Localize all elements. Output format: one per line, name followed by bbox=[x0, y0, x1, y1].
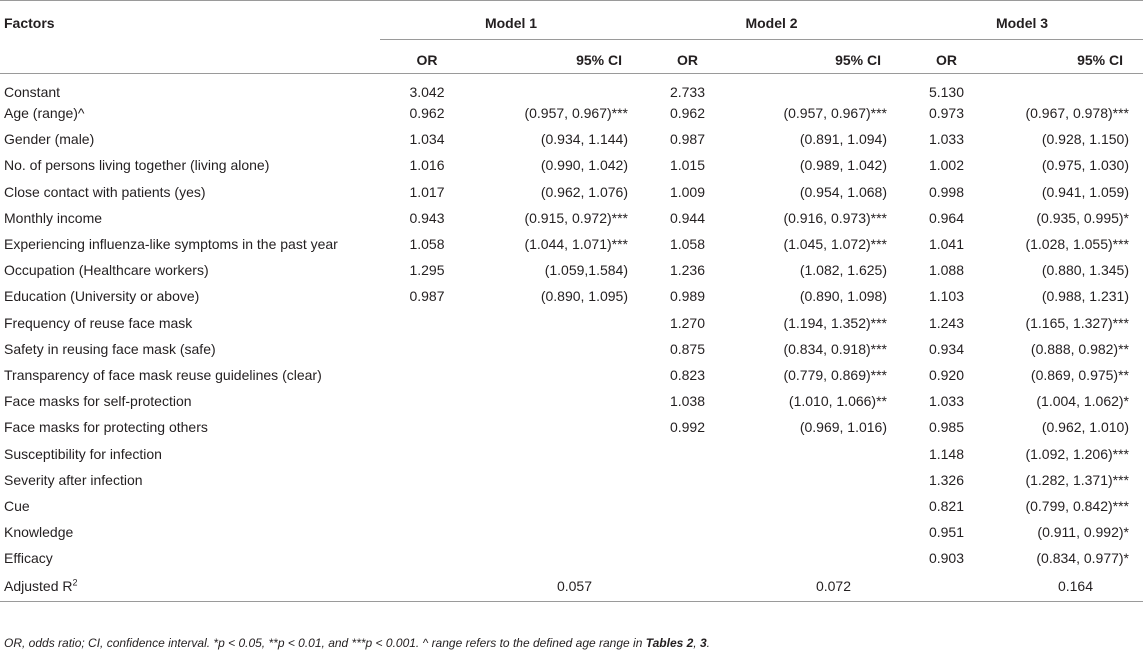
model-1-ci-cell bbox=[474, 414, 642, 440]
table-body bbox=[0, 74, 1143, 602]
model-2-or-cell bbox=[642, 440, 733, 466]
model-3-ci-cell: (0.967, 0.978)*** bbox=[1025, 105, 1129, 122]
model-2-ci-cell: (0.779, 0.869)*** bbox=[783, 366, 887, 383]
model-2-or-cell: 1.270 bbox=[669, 314, 706, 331]
model-2-adjusted-r2: 0.072 bbox=[642, 571, 901, 602]
model-3-or-cell: 0.903 bbox=[928, 550, 965, 567]
model-2-ci-cell bbox=[733, 467, 901, 493]
model-3-ci-cell: (1.282, 1.371)*** bbox=[1025, 471, 1129, 488]
model-2-or-cell bbox=[642, 493, 733, 519]
model-3-or-cell: 0.934 bbox=[928, 340, 965, 357]
model-3-or-cell: 0.985 bbox=[928, 419, 965, 436]
table-row bbox=[0, 257, 1143, 283]
model-2-ci-cell: (0.834, 0.918)*** bbox=[783, 340, 887, 357]
model-2-or-cell: 1.038 bbox=[669, 393, 706, 410]
model-3-or-cell: 1.002 bbox=[928, 157, 965, 174]
model-3-ci-cell: (1.092, 1.206)*** bbox=[1025, 445, 1129, 462]
model-1-ci-cell: (1.044, 1.071)*** bbox=[524, 236, 628, 253]
factor-cell: Monthly income bbox=[4, 209, 103, 226]
model-1-ci-cell bbox=[474, 467, 642, 493]
model-3-or-cell: 1.243 bbox=[928, 314, 965, 331]
model-3-or-cell: 1.103 bbox=[928, 288, 965, 305]
model-3-or-cell: 0.964 bbox=[928, 209, 965, 226]
table-row bbox=[0, 231, 1143, 257]
model-2-ci-cell: (1.082, 1.625) bbox=[799, 262, 887, 279]
model-3-or-cell: 0.951 bbox=[928, 524, 965, 541]
table-row bbox=[0, 74, 1143, 101]
model-1-ci-cell: (0.890, 1.095) bbox=[540, 288, 628, 305]
model-1-ci-cell: (0.915, 0.972)*** bbox=[524, 209, 628, 226]
model-1-or-cell: 0.962 bbox=[409, 105, 445, 122]
model-2-ci-cell: (0.957, 0.967)*** bbox=[783, 105, 887, 122]
model-2-ci-cell: (1.010, 1.066)** bbox=[788, 393, 887, 410]
model-2-or-cell: 1.236 bbox=[669, 262, 706, 279]
model-2-or-header: OR bbox=[642, 40, 733, 74]
model-3-or-header: OR bbox=[901, 40, 992, 74]
factor-cell: Susceptibility for infection bbox=[4, 445, 162, 462]
model-3-ci-cell: (0.975, 1.030) bbox=[1041, 157, 1129, 174]
model-3-header: Model 3 bbox=[901, 1, 1143, 40]
model-3-or-cell: 0.973 bbox=[928, 105, 965, 122]
model-1-or-cell bbox=[380, 310, 474, 336]
model-2-ci-cell bbox=[733, 545, 901, 571]
model-1-or-cell: 0.943 bbox=[409, 209, 445, 226]
factor-cell: Frequency of reuse face mask bbox=[4, 314, 193, 331]
adjusted-r2-text: Adjusted R bbox=[4, 578, 73, 595]
model-1-ci-cell bbox=[474, 440, 642, 466]
factor-cell: Occupation (Healthcare workers) bbox=[4, 262, 209, 279]
model-2-or-cell bbox=[642, 467, 733, 493]
model-1-header: Model 1 bbox=[380, 1, 642, 40]
model-3-ci-header: 95% CI bbox=[992, 40, 1143, 74]
model-1-ci-cell: (0.962, 1.076) bbox=[540, 183, 628, 200]
model-2-or-cell bbox=[642, 545, 733, 571]
model-1-ci-cell: (0.934, 1.144) bbox=[540, 131, 628, 148]
model-2-or-cell: 1.009 bbox=[669, 183, 706, 200]
model-3-ci-cell: (0.911, 0.992)* bbox=[1037, 524, 1129, 541]
model-3-ci-cell: (0.988, 1.231) bbox=[1041, 288, 1129, 305]
table-row bbox=[0, 179, 1143, 205]
factor-cell: Constant bbox=[4, 84, 61, 100]
model-1-ci-cell bbox=[474, 74, 642, 101]
table-row bbox=[0, 388, 1143, 414]
model-3-or-cell: 1.033 bbox=[928, 393, 965, 410]
factors-header: Factors bbox=[0, 1, 380, 40]
model-1-ci-cell bbox=[474, 310, 642, 336]
model-3-or-cell: 1.041 bbox=[928, 236, 965, 253]
model-3-or-cell: 0.998 bbox=[928, 183, 965, 200]
model-1-or-cell: 1.058 bbox=[409, 236, 445, 253]
model-1-or-cell bbox=[380, 414, 474, 440]
model-3-or-cell: 5.130 bbox=[928, 84, 965, 100]
table-row bbox=[0, 336, 1143, 362]
model-1-or-cell bbox=[380, 493, 474, 519]
table-row bbox=[0, 205, 1143, 231]
model-2-or-cell: 1.015 bbox=[669, 157, 706, 174]
factor-cell: Cue bbox=[4, 497, 30, 514]
model-1-ci-cell bbox=[474, 545, 642, 571]
model-1-ci-cell bbox=[474, 362, 642, 388]
model-2-ci-cell: (0.954, 1.068) bbox=[799, 183, 887, 200]
model-2-ci-cell: (0.890, 1.098) bbox=[799, 288, 887, 305]
model-2-or-cell bbox=[642, 519, 733, 545]
table-row bbox=[0, 519, 1143, 545]
model-1-or-cell bbox=[380, 440, 474, 466]
model-3-ci-cell: (1.165, 1.327)*** bbox=[1025, 314, 1129, 331]
factors-header-spacer bbox=[0, 40, 380, 74]
model-1-ci-cell bbox=[474, 493, 642, 519]
model-2-ci-header: 95% CI bbox=[733, 40, 901, 74]
model-3-ci-cell: (0.941, 1.059) bbox=[1041, 183, 1129, 200]
factor-cell: Knowledge bbox=[4, 524, 74, 541]
factor-cell: Transparency of face mask reuse guidelines (clear) bbox=[4, 366, 322, 383]
model-2-or-cell: 0.823 bbox=[669, 366, 706, 383]
model-1-or-cell: 1.034 bbox=[409, 131, 445, 148]
model-1-ci-cell bbox=[474, 388, 642, 414]
table-footnote bbox=[4, 636, 710, 650]
table-row bbox=[0, 283, 1143, 309]
factor-cell: Face masks for self-protection bbox=[4, 393, 192, 410]
table-row bbox=[0, 545, 1143, 571]
model-2-ci-cell: (0.891, 1.094) bbox=[799, 131, 887, 148]
table-row bbox=[0, 126, 1143, 152]
model-2-ci-cell: (0.916, 0.973)*** bbox=[783, 209, 887, 226]
adjusted-r2-label bbox=[0, 571, 380, 602]
model-3-or-cell: 1.326 bbox=[928, 471, 965, 488]
model-2-or-cell: 1.058 bbox=[669, 236, 706, 253]
model-2-or-cell: 0.875 bbox=[669, 340, 706, 357]
model-1-or-cell: 0.987 bbox=[409, 288, 445, 305]
table-row bbox=[0, 467, 1143, 493]
table-row bbox=[0, 493, 1143, 519]
model-2-ci-cell bbox=[733, 519, 901, 545]
model-3-or-cell: 1.088 bbox=[928, 262, 965, 279]
model-3-or-cell: 1.033 bbox=[928, 131, 965, 148]
factor-cell: Gender (male) bbox=[4, 131, 95, 148]
footnote-text: OR, odds ratio; CI, confidence interval. *p < 0.05, **p < 0.01, and ***p < 0.001. ^ range refers to the defined age range in bbox=[4, 636, 646, 650]
table-row bbox=[0, 310, 1143, 336]
model-3-or-cell: 0.821 bbox=[928, 497, 965, 514]
model-1-or-cell bbox=[380, 388, 474, 414]
model-1-or-cell bbox=[380, 467, 474, 493]
model-2-or-cell: 0.962 bbox=[669, 105, 706, 122]
model-1-ci-cell: (1.059,1.584) bbox=[544, 262, 628, 279]
model-1-ci-header: 95% CI bbox=[474, 40, 642, 74]
model-3-ci-cell: (0.880, 1.345) bbox=[1041, 262, 1129, 279]
model-3-adjusted-r2: 0.164 bbox=[901, 571, 1143, 602]
model-1-or-cell bbox=[380, 336, 474, 362]
model-1-or-cell bbox=[380, 545, 474, 571]
factor-cell: Education (University or above) bbox=[4, 288, 200, 305]
model-2-header: Model 2 bbox=[642, 1, 901, 40]
model-1-or-cell: 3.042 bbox=[409, 84, 445, 100]
footnote-end: . bbox=[706, 636, 710, 650]
model-2-ci-cell: (1.194, 1.352)*** bbox=[783, 314, 887, 331]
footnote-separator: , bbox=[693, 636, 700, 650]
model-3-or-cell: 0.920 bbox=[928, 366, 965, 383]
factor-cell: Efficacy bbox=[4, 550, 53, 567]
model-2-ci-cell bbox=[733, 74, 901, 101]
adjusted-r2-superscript: 2 bbox=[72, 577, 78, 588]
factor-cell: Face masks for protecting others bbox=[4, 419, 208, 436]
model-1-or-cell: 1.017 bbox=[409, 183, 445, 200]
model-1-or-cell: 1.295 bbox=[409, 262, 445, 279]
model-2-ci-cell: (0.969, 1.016) bbox=[799, 419, 887, 436]
model-2-ci-cell: (0.989, 1.042) bbox=[799, 157, 887, 174]
table-row bbox=[0, 152, 1143, 178]
model-2-or-cell: 0.992 bbox=[669, 419, 706, 436]
factor-cell: No. of persons living together (living alone) bbox=[4, 157, 270, 174]
table-row bbox=[0, 414, 1143, 440]
factor-cell: Severity after infection bbox=[4, 471, 143, 488]
table-row bbox=[0, 100, 1143, 126]
model-2-ci-cell bbox=[733, 493, 901, 519]
model-3-ci-cell: (0.869, 0.975)** bbox=[1030, 366, 1129, 383]
model-2-or-cell: 0.987 bbox=[669, 131, 706, 148]
model-1-ci-cell: (0.957, 0.967)*** bbox=[524, 105, 628, 122]
model-3-or-cell: 1.148 bbox=[928, 445, 965, 462]
model-3-ci-cell bbox=[992, 74, 1143, 101]
model-1-or-cell bbox=[380, 519, 474, 545]
model-2-or-cell: 0.944 bbox=[669, 209, 706, 226]
model-1-ci-cell bbox=[474, 519, 642, 545]
model-2-or-cell: 0.989 bbox=[669, 288, 706, 305]
model-3-ci-cell: (0.935, 0.995)* bbox=[1036, 209, 1129, 226]
model-2-ci-cell: (1.045, 1.072)*** bbox=[783, 236, 887, 253]
model-1-or-cell: 1.016 bbox=[409, 157, 445, 174]
table-row bbox=[0, 362, 1143, 388]
model-1-or-header: OR bbox=[380, 40, 474, 74]
model-1-or-cell bbox=[380, 362, 474, 388]
footnote-table-ref[interactable]: Tables 2 bbox=[645, 636, 694, 650]
adjusted-r2-row bbox=[0, 571, 1143, 602]
table-row bbox=[0, 440, 1143, 466]
table-header bbox=[0, 1, 1143, 74]
factor-cell: Experiencing influenza-like symptoms in the past year bbox=[4, 236, 338, 253]
model-1-ci-cell bbox=[474, 336, 642, 362]
model-1-adjusted-r2: 0.057 bbox=[380, 571, 642, 602]
model-3-ci-cell: (0.928, 1.150) bbox=[1041, 131, 1129, 148]
model-3-ci-cell: (1.004, 1.062)* bbox=[1036, 393, 1129, 410]
factor-cell: Close contact with patients (yes) bbox=[4, 183, 206, 200]
footnote-table-ref[interactable]: 3 bbox=[699, 636, 707, 650]
model-3-ci-cell: (0.888, 0.982)** bbox=[1030, 340, 1129, 357]
model-3-ci-cell: (0.799, 0.842)*** bbox=[1025, 497, 1129, 514]
model-3-ci-cell: (1.028, 1.055)*** bbox=[1025, 236, 1129, 253]
model-1-ci-cell: (0.990, 1.042) bbox=[540, 157, 628, 174]
model-2-or-cell: 2.733 bbox=[669, 84, 706, 100]
model-3-ci-cell: (0.962, 1.010) bbox=[1041, 419, 1129, 436]
model-3-ci-cell: (0.834, 0.977)* bbox=[1036, 550, 1129, 567]
factor-cell: Safety in reusing face mask (safe) bbox=[4, 340, 216, 357]
factor-cell: Age (range)^ bbox=[4, 105, 85, 122]
model-2-ci-cell bbox=[733, 440, 901, 466]
